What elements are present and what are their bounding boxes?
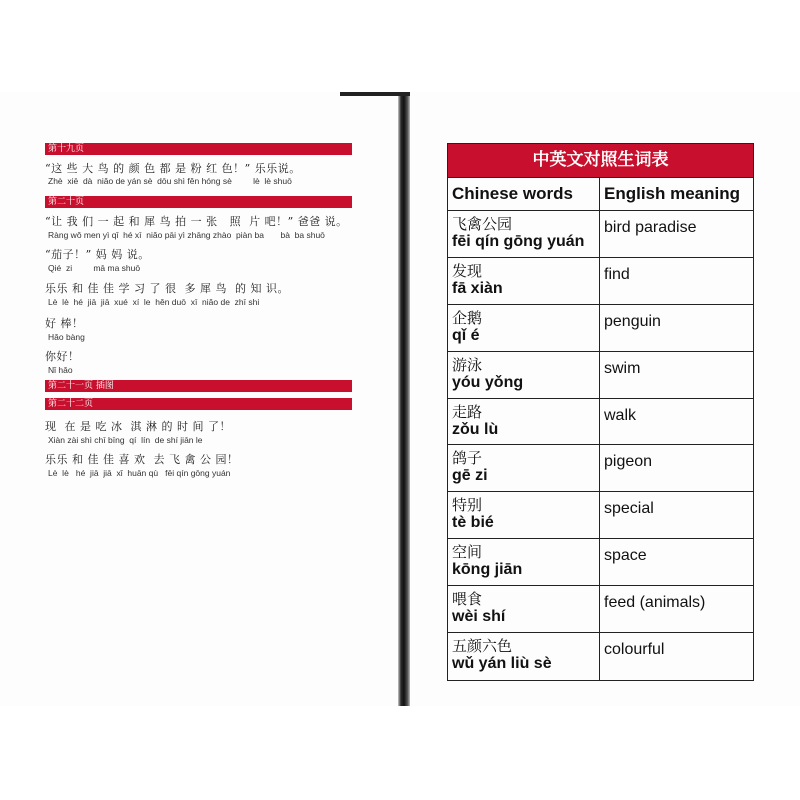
hanzi-text: 鸽子 bbox=[452, 449, 483, 468]
english-cell: pigeon bbox=[604, 453, 653, 471]
section-bar-page-21: 第二十一页 插图 bbox=[45, 380, 352, 392]
table-row bbox=[448, 305, 753, 352]
pinyin-text: qǐ é bbox=[452, 326, 480, 344]
english-cell: bird paradise bbox=[604, 219, 697, 236]
english-cell: space bbox=[604, 547, 647, 565]
vocabulary-rows bbox=[448, 211, 753, 680]
table-row bbox=[448, 211, 753, 258]
pinyin-line: Hǎo bàng bbox=[48, 332, 85, 342]
english-cell: penguin bbox=[604, 312, 661, 330]
table-row bbox=[448, 352, 753, 399]
chinese-cell bbox=[448, 352, 600, 398]
pinyin-line: Xiàn zài shì chī bīng qí lín de shí jiān le bbox=[48, 435, 203, 445]
chinese-line: “这 些 大 鸟 的 颜 色 都 是 粉 红 色！” 乐乐说。 bbox=[45, 162, 301, 175]
english-cell: swim bbox=[604, 359, 641, 377]
hanzi-text: 喂食 bbox=[452, 590, 483, 609]
pinyin-line: Qié zi mā ma shuō bbox=[48, 263, 141, 273]
chinese-cell bbox=[448, 492, 600, 538]
vocabulary-table-header bbox=[448, 178, 753, 211]
pinyin-text: wǔ yán liù sè bbox=[452, 655, 552, 673]
chinese-line: “让 我 们 一 起 和 犀 鸟 拍 一 张 照 片 吧！” 爸爸 说。 bbox=[45, 215, 348, 228]
chinese-cell bbox=[448, 586, 600, 632]
pinyin-text: fā xiàn bbox=[452, 279, 503, 297]
pinyin-text: yóu yǒng bbox=[452, 373, 524, 391]
hanzi-text: 五颜六色 bbox=[452, 637, 513, 656]
vocabulary-table-title: 中英文对照生词表 bbox=[448, 144, 753, 178]
pinyin-text: kōng jiān bbox=[452, 561, 523, 579]
table-row bbox=[448, 586, 753, 633]
section-bar-page-20: 第二十页 bbox=[45, 196, 352, 208]
section-bar-page-19: 第十九页 bbox=[45, 143, 352, 155]
table-row bbox=[448, 492, 753, 539]
hanzi-text: 企鹅 bbox=[452, 308, 483, 327]
table-row bbox=[448, 445, 753, 492]
english-cell: colourful bbox=[604, 641, 665, 659]
table-row bbox=[448, 633, 753, 680]
hanzi-text: 走路 bbox=[452, 402, 483, 421]
chinese-line: 乐乐 和 佳 佳 喜 欢 去 飞 禽 公 园！ bbox=[45, 453, 239, 466]
chinese-cell bbox=[448, 258, 600, 304]
pinyin-text: zǒu lù bbox=[452, 420, 499, 438]
chinese-cell bbox=[448, 539, 600, 585]
chinese-line: 好 棒！ bbox=[45, 317, 84, 330]
chinese-cell bbox=[448, 305, 600, 351]
chinese-line: 你好！ bbox=[45, 350, 80, 363]
pinyin-text: wèi shí bbox=[452, 608, 506, 626]
english-cell: special bbox=[604, 500, 654, 518]
chinese-cell bbox=[448, 633, 600, 680]
pinyin-text: fēi qín gōng yuán bbox=[452, 233, 585, 250]
table-row bbox=[448, 258, 753, 305]
column-header-english: English meaning bbox=[604, 184, 741, 203]
pinyin-line: Lè lè hé jiā jiā xué xí le hěn duō xī niǎo de zhī shi bbox=[48, 297, 260, 307]
chinese-line: 现 在 是 吃 冰 淇 淋 的 时 间 了！ bbox=[45, 420, 231, 433]
chinese-cell bbox=[448, 211, 600, 257]
hanzi-text: 游泳 bbox=[452, 355, 483, 374]
pinyin-text: gē zi bbox=[452, 467, 488, 485]
book-spine-top bbox=[340, 92, 410, 96]
column-header-chinese: Chinese words bbox=[448, 178, 600, 210]
chinese-cell bbox=[448, 399, 600, 445]
chinese-cell bbox=[448, 445, 600, 491]
hanzi-text: 特别 bbox=[452, 496, 483, 515]
pinyin-line: Ràng wǒ men yì qǐ hé xī niǎo pāi yì zhāng zhào piàn ba bà ba shuō bbox=[48, 230, 325, 240]
book-spine bbox=[398, 92, 410, 706]
english-cell: walk bbox=[604, 406, 637, 424]
hanzi-text: 空间 bbox=[452, 543, 483, 562]
hanzi-text: 发现 bbox=[452, 261, 483, 280]
pinyin-text: tè bié bbox=[452, 514, 494, 532]
pinyin-line: Lè lè hé jiā jiā xǐ huān qù fēi qín gōng yuán bbox=[48, 468, 231, 478]
english-cell: find bbox=[604, 265, 630, 283]
chinese-line: “茄子！” 妈 妈 说。 bbox=[45, 248, 150, 261]
pinyin-line: Nǐ hǎo bbox=[48, 365, 73, 375]
table-row bbox=[448, 539, 753, 586]
table-row bbox=[448, 399, 753, 446]
vocabulary-table bbox=[447, 143, 754, 681]
hanzi-text: 飞禽公园 bbox=[452, 215, 513, 233]
pinyin-line: Zhè xiē dà niǎo de yán sè dōu shì fěn hóng sè lè lè shuō bbox=[48, 176, 292, 186]
chinese-line: 乐乐 和 佳 佳 学 习 了 很 多 犀 鸟 的 知 识。 bbox=[45, 282, 289, 295]
section-bar-page-22: 第二十二页 bbox=[45, 398, 352, 410]
english-cell: feed (animals) bbox=[604, 594, 706, 612]
